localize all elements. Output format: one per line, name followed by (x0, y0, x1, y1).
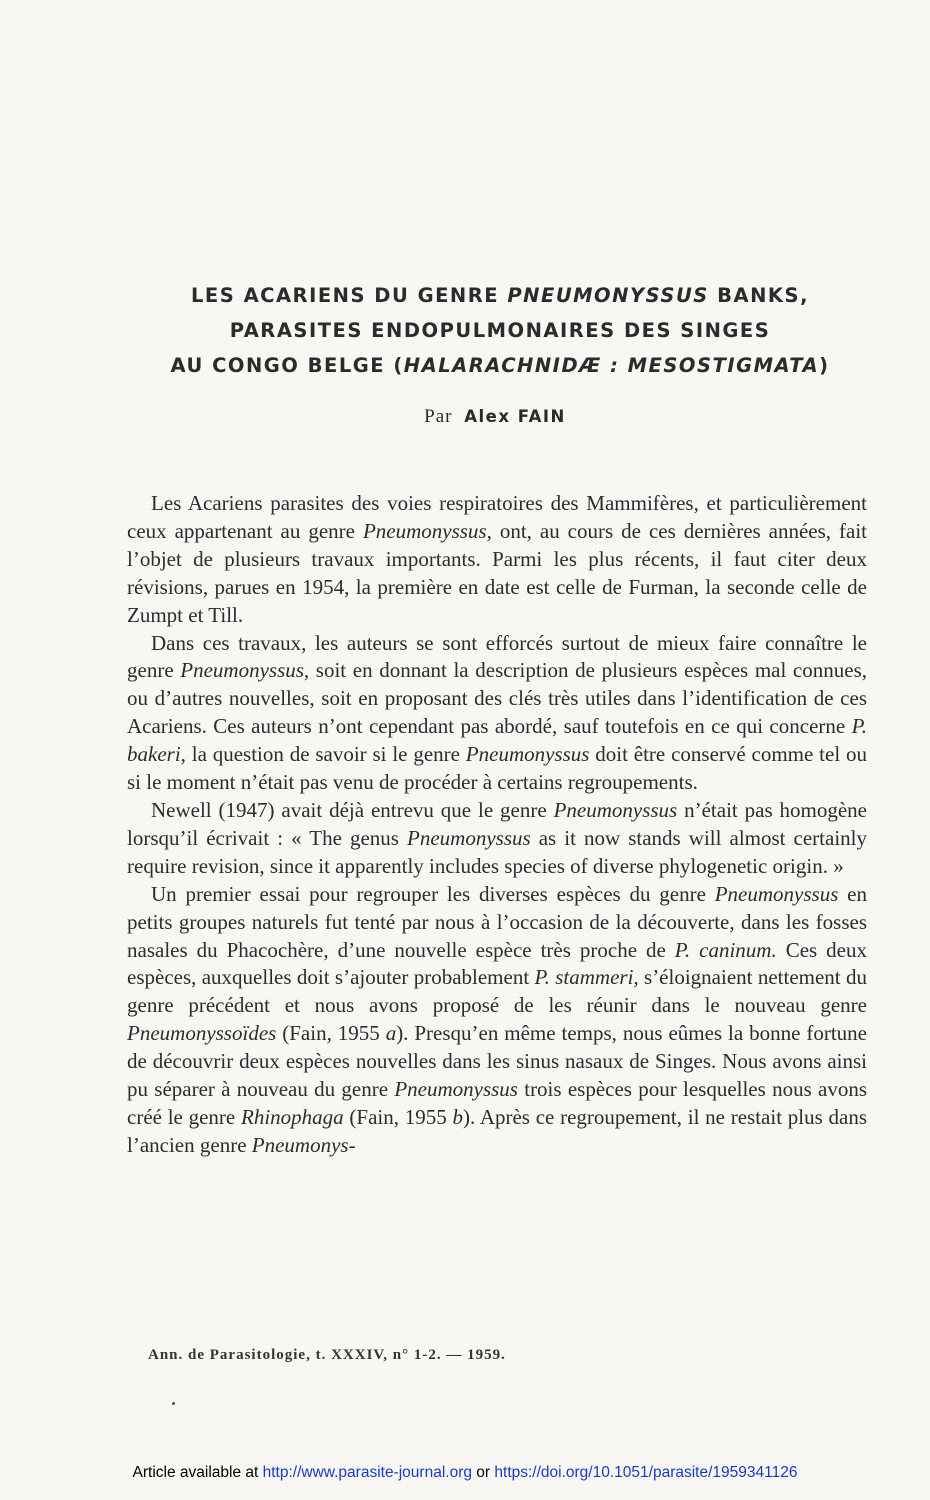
byline (0, 406, 930, 428)
doi-link[interactable]: https://doi.org/10.1051/parasite/1959341126 (494, 1464, 798, 1481)
article-body (127, 490, 867, 1160)
byline-prefix: Par (424, 406, 453, 427)
paragraph-2: Dans ces travaux, les auteurs se sont efforcés surtout de mieux faire connaître le genre Pneumonyssus, soit en donnant la description de plusieurs espèces mal connues, ou d’autres nouvelles, soit en proposant des clés très utiles dans l’identification de ces Acariens. Ces auteurs n’ont cependant pas abordé, sauf toutefois en ce qui concerne P. bakeri, la question de savoir si le genre Pneumonyssus doit être conservé comme tel ou si le moment n’était pas venu de procéder à certains regroupements. (127, 630, 867, 795)
title-line-3: AU CONGO BELGE (HALARACHNIDÆ : MESOSTIGMATA) (170, 354, 830, 377)
journal-citation: Ann. de Parasitologie, t. XXXIV, n° 1-2. — 1959. (148, 1347, 506, 1363)
paragraph-3: Newell (1947) avait déjà entrevu que le genre Pneumonyssus n’était pas homogène lorsqu’il écrivait : « The genus Pneumonyssus as it now stands will almost certainly require revision, since it apparently includes species of diverse phylogenetic origin. » (127, 797, 868, 878)
title-line-1: LES ACARIENS DU GENRE PNEUMONYSSUS BANKS, (190, 284, 809, 307)
availability-middle: or (471, 1464, 495, 1481)
author-name: Alex FAIN (464, 407, 566, 426)
journal-link[interactable]: http://www.parasite-journal.org (262, 1464, 472, 1481)
speck-mark (172, 1402, 175, 1405)
paragraph-1: Les Acariens parasites des voies respiratoires des Mammifères, et particulièrement ceux appartenant au genre Pneumonyssus, ont, au cours de ces dernières années, fait l’objet de plusieurs travaux importants. Parmi les plus récents, il faut citer deux révisions, parues en 1954, la première en date est celle de Furman, la seconde celle de Zumpt et Till. (127, 491, 868, 627)
availability-notice (0, 1464, 930, 1482)
availability-prefix: Article available at (132, 1464, 263, 1481)
paragraph-4: Un premier essai pour regrouper les diverses espèces du genre Pneumonyssus en petits groupes naturels fut tenté par nous à l’occasion de la découverte, dans les fosses nasales du Phacochère, d’une nouvelle espèce très proche de P. caninum. Ces deux espèces, auxquelles doit s’ajouter probablement P. stammeri, s’éloignaient nettement du genre précédent et nous avons proposé de les réunir dans le nouveau genre Pneumonyssoïdes (Fain, 1955 a). Presqu’en même temps, nous eûmes la bonne fortune de découvrir deux espèces nouvelles dans les sinus nasaux de Singes. Nous avons ainsi pu séparer à nouveau du genre Pneumonyssus trois espèces pour lesquelles nous avons créé le genre Rhinophaga (Fain, 1955 b). Après ce regroupement, il ne restait plus dans l’ancien genre Pneumonys- (127, 881, 868, 1157)
title-line-2: PARASITES ENDOPULMONAIRES DES SINGES (229, 319, 771, 342)
article-title (110, 278, 890, 383)
